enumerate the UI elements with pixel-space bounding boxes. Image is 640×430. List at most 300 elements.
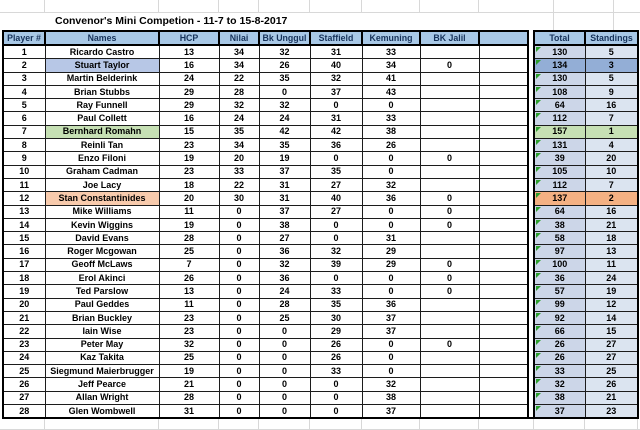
cell-standings[interactable]: 7 xyxy=(585,112,638,125)
cell-kemuning[interactable]: 43 xyxy=(362,85,420,98)
cell-total[interactable]: 137 xyxy=(534,192,585,205)
cell-staffield[interactable]: 33 xyxy=(310,285,362,298)
column-header-bk_unggul[interactable]: Bk Unggul xyxy=(259,31,310,45)
cell-bk_jalil[interactable]: 0 xyxy=(420,152,479,165)
cell-standings[interactable]: 20 xyxy=(585,152,638,165)
cell-standings[interactable]: 19 xyxy=(585,285,638,298)
cell-bk_jalil[interactable] xyxy=(420,178,479,191)
cell-name[interactable]: Paul Geddes xyxy=(45,298,159,311)
cell-name[interactable]: Mike Williams xyxy=(45,205,159,218)
cell-bk_jalil[interactable]: 0 xyxy=(420,258,479,271)
cell-empty[interactable] xyxy=(479,365,528,378)
cell-bk_unggul[interactable]: 0 xyxy=(259,391,310,404)
cell-hcp[interactable]: 28 xyxy=(159,232,219,245)
cell-kemuning[interactable]: 36 xyxy=(362,192,420,205)
cell-player_num[interactable]: 9 xyxy=(3,152,45,165)
cell-kemuning[interactable]: 0 xyxy=(362,272,420,285)
cell-hcp[interactable]: 11 xyxy=(159,298,219,311)
cell-total[interactable]: 131 xyxy=(534,139,585,152)
cell-nilai[interactable]: 20 xyxy=(219,152,259,165)
cell-hcp[interactable]: 25 xyxy=(159,351,219,364)
cell-kemuning[interactable]: 37 xyxy=(362,325,420,338)
cell-player_num[interactable]: 11 xyxy=(3,178,45,191)
cell-nilai[interactable]: 0 xyxy=(219,391,259,404)
cell-name[interactable]: Allan Wright xyxy=(45,391,159,404)
cell-staffield[interactable]: 0 xyxy=(310,405,362,419)
cell-hcp[interactable]: 18 xyxy=(159,178,219,191)
cell-staffield[interactable]: 32 xyxy=(310,72,362,85)
cell-bk_unggul[interactable]: 37 xyxy=(259,205,310,218)
cell-staffield[interactable]: 0 xyxy=(310,272,362,285)
cell-staffield[interactable]: 40 xyxy=(310,59,362,72)
cell-bk_unggul[interactable]: 0 xyxy=(259,378,310,391)
cell-name[interactable]: Kaz Takita xyxy=(45,351,159,364)
cell-kemuning[interactable]: 0 xyxy=(362,365,420,378)
cell-total[interactable]: 105 xyxy=(534,165,585,178)
cell-kemuning[interactable]: 0 xyxy=(362,338,420,351)
cell-empty[interactable] xyxy=(479,272,528,285)
cell-bk_jalil[interactable] xyxy=(420,85,479,98)
cell-staffield[interactable]: 33 xyxy=(310,365,362,378)
cell-kemuning[interactable]: 37 xyxy=(362,311,420,324)
cell-staffield[interactable]: 37 xyxy=(310,85,362,98)
cell-bk_jalil[interactable] xyxy=(420,99,479,112)
cell-hcp[interactable]: 23 xyxy=(159,139,219,152)
cell-kemuning[interactable]: 26 xyxy=(362,139,420,152)
cell-player_num[interactable]: 25 xyxy=(3,365,45,378)
cell-nilai[interactable]: 22 xyxy=(219,72,259,85)
cell-nilai[interactable]: 30 xyxy=(219,192,259,205)
cell-standings[interactable]: 16 xyxy=(585,205,638,218)
cell-total[interactable]: 57 xyxy=(534,285,585,298)
cell-staffield[interactable]: 42 xyxy=(310,125,362,138)
cell-name[interactable]: Brian Stubbs xyxy=(45,85,159,98)
cell-bk_unggul[interactable]: 28 xyxy=(259,298,310,311)
cell-name[interactable]: Ray Funnell xyxy=(45,99,159,112)
cell-bk_jalil[interactable] xyxy=(420,165,479,178)
cell-bk_unggul[interactable]: 35 xyxy=(259,72,310,85)
cell-empty[interactable] xyxy=(479,405,528,419)
cell-bk_jalil[interactable] xyxy=(420,45,479,59)
cell-player_num[interactable]: 23 xyxy=(3,338,45,351)
cell-nilai[interactable]: 0 xyxy=(219,272,259,285)
cell-total[interactable]: 99 xyxy=(534,298,585,311)
cell-kemuning[interactable]: 37 xyxy=(362,405,420,419)
cell-bk_unggul[interactable]: 0 xyxy=(259,365,310,378)
cell-name[interactable]: Stan Constantinides xyxy=(45,192,159,205)
cell-empty[interactable] xyxy=(479,112,528,125)
cell-bk_unggul[interactable]: 32 xyxy=(259,258,310,271)
cell-empty[interactable] xyxy=(479,311,528,324)
cell-bk_unggul[interactable]: 27 xyxy=(259,232,310,245)
cell-name[interactable]: Peter May xyxy=(45,338,159,351)
cell-bk_unggul[interactable]: 35 xyxy=(259,139,310,152)
cell-empty[interactable] xyxy=(479,85,528,98)
cell-bk_jalil[interactable] xyxy=(420,139,479,152)
cell-player_num[interactable]: 2 xyxy=(3,59,45,72)
cell-hcp[interactable]: 19 xyxy=(159,152,219,165)
cell-player_num[interactable]: 8 xyxy=(3,139,45,152)
cell-kemuning[interactable]: 0 xyxy=(362,351,420,364)
cell-kemuning[interactable]: 36 xyxy=(362,298,420,311)
cell-standings[interactable]: 12 xyxy=(585,298,638,311)
cell-bk_unggul[interactable]: 0 xyxy=(259,351,310,364)
cell-total[interactable]: 112 xyxy=(534,112,585,125)
cell-staffield[interactable]: 0 xyxy=(310,99,362,112)
cell-nilai[interactable]: 0 xyxy=(219,338,259,351)
cell-empty[interactable] xyxy=(479,45,528,59)
cell-standings[interactable]: 15 xyxy=(585,325,638,338)
cell-bk_jalil[interactable] xyxy=(420,311,479,324)
cell-nilai[interactable]: 0 xyxy=(219,365,259,378)
cell-total[interactable]: 38 xyxy=(534,218,585,231)
cell-total[interactable]: 97 xyxy=(534,245,585,258)
cell-empty[interactable] xyxy=(479,205,528,218)
cell-total[interactable]: 26 xyxy=(534,351,585,364)
cell-bk_unggul[interactable]: 32 xyxy=(259,99,310,112)
cell-empty[interactable] xyxy=(479,325,528,338)
cell-nilai[interactable]: 0 xyxy=(219,285,259,298)
cell-staffield[interactable]: 30 xyxy=(310,311,362,324)
cell-bk_unggul[interactable]: 0 xyxy=(259,85,310,98)
column-header-nilai[interactable]: Nilai xyxy=(219,31,259,45)
cell-staffield[interactable]: 29 xyxy=(310,325,362,338)
cell-player_num[interactable]: 22 xyxy=(3,325,45,338)
cell-bk_unggul[interactable]: 0 xyxy=(259,338,310,351)
cell-staffield[interactable]: 0 xyxy=(310,152,362,165)
cell-bk_jalil[interactable]: 0 xyxy=(420,285,479,298)
cell-staffield[interactable]: 35 xyxy=(310,165,362,178)
cell-staffield[interactable]: 27 xyxy=(310,178,362,191)
cell-kemuning[interactable]: 0 xyxy=(362,99,420,112)
cell-bk_unggul[interactable]: 31 xyxy=(259,178,310,191)
cell-nilai[interactable]: 0 xyxy=(219,378,259,391)
cell-name[interactable]: Glen Wombwell xyxy=(45,405,159,419)
cell-hcp[interactable]: 13 xyxy=(159,285,219,298)
cell-hcp[interactable]: 15 xyxy=(159,125,219,138)
cell-bk_jalil[interactable] xyxy=(420,232,479,245)
cell-standings[interactable]: 23 xyxy=(585,405,638,419)
cell-kemuning[interactable]: 32 xyxy=(362,378,420,391)
cell-standings[interactable]: 1 xyxy=(585,125,638,138)
cell-name[interactable]: Brian Buckley xyxy=(45,311,159,324)
cell-total[interactable]: 66 xyxy=(534,325,585,338)
cell-standings[interactable]: 5 xyxy=(585,72,638,85)
cell-bk_unggul[interactable]: 24 xyxy=(259,285,310,298)
cell-empty[interactable] xyxy=(479,72,528,85)
cell-total[interactable]: 108 xyxy=(534,85,585,98)
cell-empty[interactable] xyxy=(479,165,528,178)
cell-hcp[interactable]: 20 xyxy=(159,192,219,205)
cell-empty[interactable] xyxy=(479,59,528,72)
cell-hcp[interactable]: 28 xyxy=(159,391,219,404)
cell-name[interactable]: Geoff McLaws xyxy=(45,258,159,271)
column-header-player_num[interactable]: Player # xyxy=(3,31,45,45)
cell-player_num[interactable]: 3 xyxy=(3,72,45,85)
cell-standings[interactable]: 2 xyxy=(585,192,638,205)
cell-hcp[interactable]: 25 xyxy=(159,245,219,258)
cell-player_num[interactable]: 7 xyxy=(3,125,45,138)
column-header-standings[interactable]: Standings xyxy=(585,31,638,45)
cell-total[interactable]: 37 xyxy=(534,405,585,419)
cell-staffield[interactable]: 0 xyxy=(310,232,362,245)
cell-player_num[interactable]: 18 xyxy=(3,272,45,285)
cell-hcp[interactable]: 19 xyxy=(159,365,219,378)
cell-standings[interactable]: 10 xyxy=(585,165,638,178)
cell-bk_jalil[interactable] xyxy=(420,378,479,391)
cell-empty[interactable] xyxy=(479,218,528,231)
cell-total[interactable]: 26 xyxy=(534,338,585,351)
cell-standings[interactable]: 21 xyxy=(585,218,638,231)
cell-bk_jalil[interactable] xyxy=(420,325,479,338)
cell-total[interactable]: 64 xyxy=(534,205,585,218)
cell-kemuning[interactable]: 34 xyxy=(362,59,420,72)
cell-bk_jalil[interactable]: 0 xyxy=(420,272,479,285)
cell-name[interactable]: Kevin Wiggins xyxy=(45,218,159,231)
cell-bk_jalil[interactable] xyxy=(420,298,479,311)
cell-standings[interactable]: 26 xyxy=(585,378,638,391)
cell-standings[interactable]: 24 xyxy=(585,272,638,285)
cell-empty[interactable] xyxy=(479,298,528,311)
column-header-staffield[interactable]: Staffield xyxy=(310,31,362,45)
cell-empty[interactable] xyxy=(479,125,528,138)
cell-hcp[interactable]: 29 xyxy=(159,85,219,98)
cell-standings[interactable]: 14 xyxy=(585,311,638,324)
cell-nilai[interactable]: 34 xyxy=(219,59,259,72)
cell-standings[interactable]: 5 xyxy=(585,45,638,59)
cell-bk_unggul[interactable]: 24 xyxy=(259,112,310,125)
cell-standings[interactable]: 18 xyxy=(585,232,638,245)
cell-name[interactable]: Reinli Tan xyxy=(45,139,159,152)
cell-kemuning[interactable]: 41 xyxy=(362,72,420,85)
column-header-bk_jalil[interactable]: BK Jalil xyxy=(420,31,479,45)
cell-player_num[interactable]: 5 xyxy=(3,99,45,112)
cell-player_num[interactable]: 13 xyxy=(3,205,45,218)
cell-standings[interactable]: 25 xyxy=(585,365,638,378)
cell-player_num[interactable]: 27 xyxy=(3,391,45,404)
cell-kemuning[interactable]: 29 xyxy=(362,245,420,258)
cell-total[interactable]: 130 xyxy=(534,72,585,85)
cell-empty[interactable] xyxy=(479,178,528,191)
cell-nilai[interactable]: 0 xyxy=(219,351,259,364)
cell-total[interactable]: 130 xyxy=(534,45,585,59)
cell-bk_unggul[interactable]: 0 xyxy=(259,405,310,419)
cell-standings[interactable]: 9 xyxy=(585,85,638,98)
cell-player_num[interactable]: 1 xyxy=(3,45,45,59)
cell-player_num[interactable]: 24 xyxy=(3,351,45,364)
cell-name[interactable]: Erol Akinci xyxy=(45,272,159,285)
cell-hcp[interactable]: 11 xyxy=(159,205,219,218)
cell-hcp[interactable]: 16 xyxy=(159,59,219,72)
cell-bk_unggul[interactable]: 36 xyxy=(259,245,310,258)
cell-total[interactable]: 157 xyxy=(534,125,585,138)
cell-total[interactable]: 39 xyxy=(534,152,585,165)
cell-empty[interactable] xyxy=(479,192,528,205)
cell-kemuning[interactable]: 0 xyxy=(362,205,420,218)
cell-empty[interactable] xyxy=(479,99,528,112)
cell-hcp[interactable]: 13 xyxy=(159,45,219,59)
cell-total[interactable]: 92 xyxy=(534,311,585,324)
cell-player_num[interactable]: 16 xyxy=(3,245,45,258)
cell-bk_unggul[interactable]: 31 xyxy=(259,192,310,205)
cell-nilai[interactable]: 0 xyxy=(219,232,259,245)
cell-player_num[interactable]: 19 xyxy=(3,285,45,298)
cell-name[interactable]: Ted Parslow xyxy=(45,285,159,298)
cell-player_num[interactable]: 17 xyxy=(3,258,45,271)
cell-kemuning[interactable]: 0 xyxy=(362,285,420,298)
cell-total[interactable]: 112 xyxy=(534,178,585,191)
cell-player_num[interactable]: 14 xyxy=(3,218,45,231)
cell-hcp[interactable]: 21 xyxy=(159,378,219,391)
cell-kemuning[interactable]: 0 xyxy=(362,165,420,178)
cell-player_num[interactable]: 6 xyxy=(3,112,45,125)
cell-staffield[interactable]: 0 xyxy=(310,218,362,231)
cell-hcp[interactable]: 29 xyxy=(159,99,219,112)
cell-staffield[interactable]: 31 xyxy=(310,45,362,59)
cell-empty[interactable] xyxy=(479,378,528,391)
cell-staffield[interactable]: 31 xyxy=(310,112,362,125)
cell-empty[interactable] xyxy=(479,258,528,271)
cell-nilai[interactable]: 35 xyxy=(219,125,259,138)
cell-player_num[interactable]: 28 xyxy=(3,405,45,419)
cell-total[interactable]: 33 xyxy=(534,365,585,378)
cell-player_num[interactable]: 15 xyxy=(3,232,45,245)
cell-empty[interactable] xyxy=(479,285,528,298)
cell-name[interactable]: Siegmund Maierbrugger xyxy=(45,365,159,378)
cell-name[interactable]: Paul Collett xyxy=(45,112,159,125)
cell-staffield[interactable]: 0 xyxy=(310,378,362,391)
cell-kemuning[interactable]: 31 xyxy=(362,232,420,245)
cell-nilai[interactable]: 0 xyxy=(219,325,259,338)
cell-nilai[interactable]: 33 xyxy=(219,165,259,178)
cell-bk_jalil[interactable] xyxy=(420,405,479,419)
cell-hcp[interactable]: 23 xyxy=(159,325,219,338)
cell-bk_jalil[interactable] xyxy=(420,72,479,85)
cell-staffield[interactable]: 27 xyxy=(310,205,362,218)
cell-total[interactable]: 134 xyxy=(534,59,585,72)
cell-player_num[interactable]: 20 xyxy=(3,298,45,311)
cell-player_num[interactable]: 4 xyxy=(3,85,45,98)
cell-bk_unggul[interactable]: 19 xyxy=(259,152,310,165)
cell-nilai[interactable]: 34 xyxy=(219,139,259,152)
cell-nilai[interactable]: 22 xyxy=(219,178,259,191)
cell-nilai[interactable]: 0 xyxy=(219,311,259,324)
cell-nilai[interactable]: 0 xyxy=(219,298,259,311)
cell-staffield[interactable]: 36 xyxy=(310,139,362,152)
cell-bk_jalil[interactable]: 0 xyxy=(420,218,479,231)
cell-hcp[interactable]: 23 xyxy=(159,165,219,178)
cell-bk_unggul[interactable]: 37 xyxy=(259,165,310,178)
cell-bk_unggul[interactable]: 0 xyxy=(259,325,310,338)
cell-bk_jalil[interactable]: 0 xyxy=(420,205,479,218)
cell-hcp[interactable]: 19 xyxy=(159,218,219,231)
cell-bk_jalil[interactable]: 0 xyxy=(420,192,479,205)
cell-standings[interactable]: 4 xyxy=(585,139,638,152)
cell-nilai[interactable]: 28 xyxy=(219,85,259,98)
cell-hcp[interactable]: 7 xyxy=(159,258,219,271)
cell-total[interactable]: 58 xyxy=(534,232,585,245)
cell-name[interactable]: Iain Wise xyxy=(45,325,159,338)
cell-kemuning[interactable]: 38 xyxy=(362,125,420,138)
cell-standings[interactable]: 3 xyxy=(585,59,638,72)
cell-kemuning[interactable]: 33 xyxy=(362,45,420,59)
cell-hcp[interactable]: 32 xyxy=(159,338,219,351)
cell-standings[interactable]: 27 xyxy=(585,351,638,364)
cell-name[interactable]: Joe Lacy xyxy=(45,178,159,191)
cell-name[interactable]: David Evans xyxy=(45,232,159,245)
cell-nilai[interactable]: 0 xyxy=(219,245,259,258)
cell-empty[interactable] xyxy=(479,232,528,245)
cell-standings[interactable]: 16 xyxy=(585,99,638,112)
cell-staffield[interactable]: 26 xyxy=(310,351,362,364)
column-header-total[interactable]: Total xyxy=(534,31,585,45)
cell-total[interactable]: 64 xyxy=(534,99,585,112)
cell-nilai[interactable]: 0 xyxy=(219,205,259,218)
cell-nilai[interactable]: 32 xyxy=(219,99,259,112)
cell-bk_unggul[interactable]: 25 xyxy=(259,311,310,324)
cell-player_num[interactable]: 10 xyxy=(3,165,45,178)
column-header-name[interactable]: Names xyxy=(45,31,159,45)
cell-standings[interactable]: 27 xyxy=(585,338,638,351)
column-header-hcp[interactable]: HCP xyxy=(159,31,219,45)
cell-bk_unggul[interactable]: 38 xyxy=(259,218,310,231)
cell-total[interactable]: 38 xyxy=(534,391,585,404)
cell-name[interactable]: Enzo Filoni xyxy=(45,152,159,165)
cell-hcp[interactable]: 26 xyxy=(159,272,219,285)
cell-kemuning[interactable]: 38 xyxy=(362,391,420,404)
cell-bk_jalil[interactable] xyxy=(420,351,479,364)
cell-bk_jalil[interactable] xyxy=(420,365,479,378)
cell-staffield[interactable]: 35 xyxy=(310,298,362,311)
cell-player_num[interactable]: 26 xyxy=(3,378,45,391)
cell-standings[interactable]: 21 xyxy=(585,391,638,404)
cell-bk_unggul[interactable]: 36 xyxy=(259,272,310,285)
cell-bk_jalil[interactable]: 0 xyxy=(420,338,479,351)
cell-name[interactable]: Bernhard Romahn xyxy=(45,125,159,138)
cell-bk_jalil[interactable] xyxy=(420,391,479,404)
cell-empty[interactable] xyxy=(479,139,528,152)
cell-bk_jalil[interactable] xyxy=(420,245,479,258)
cell-standings[interactable]: 7 xyxy=(585,178,638,191)
column-header-kemuning[interactable]: Kemuning xyxy=(362,31,420,45)
cell-standings[interactable]: 13 xyxy=(585,245,638,258)
cell-empty[interactable] xyxy=(479,351,528,364)
cell-empty[interactable] xyxy=(479,338,528,351)
cell-name[interactable]: Ricardo Castro xyxy=(45,45,159,59)
cell-player_num[interactable]: 12 xyxy=(3,192,45,205)
cell-empty[interactable] xyxy=(479,245,528,258)
cell-bk_jalil[interactable] xyxy=(420,112,479,125)
cell-name[interactable]: Stuart Taylor xyxy=(45,59,159,72)
cell-nilai[interactable]: 0 xyxy=(219,218,259,231)
cell-empty[interactable] xyxy=(479,152,528,165)
cell-total[interactable]: 36 xyxy=(534,272,585,285)
cell-nilai[interactable]: 0 xyxy=(219,258,259,271)
cell-bk_jalil[interactable]: 0 xyxy=(420,59,479,72)
column-header-empty[interactable] xyxy=(479,31,528,45)
cell-nilai[interactable]: 34 xyxy=(219,45,259,59)
cell-name[interactable]: Martin Belderink xyxy=(45,72,159,85)
cell-kemuning[interactable]: 0 xyxy=(362,152,420,165)
cell-nilai[interactable]: 24 xyxy=(219,112,259,125)
cell-kemuning[interactable]: 29 xyxy=(362,258,420,271)
cell-bk_unggul[interactable]: 42 xyxy=(259,125,310,138)
cell-empty[interactable] xyxy=(479,391,528,404)
cell-hcp[interactable]: 16 xyxy=(159,112,219,125)
cell-kemuning[interactable]: 33 xyxy=(362,112,420,125)
cell-name[interactable]: Jeff Pearce xyxy=(45,378,159,391)
cell-kemuning[interactable]: 0 xyxy=(362,218,420,231)
